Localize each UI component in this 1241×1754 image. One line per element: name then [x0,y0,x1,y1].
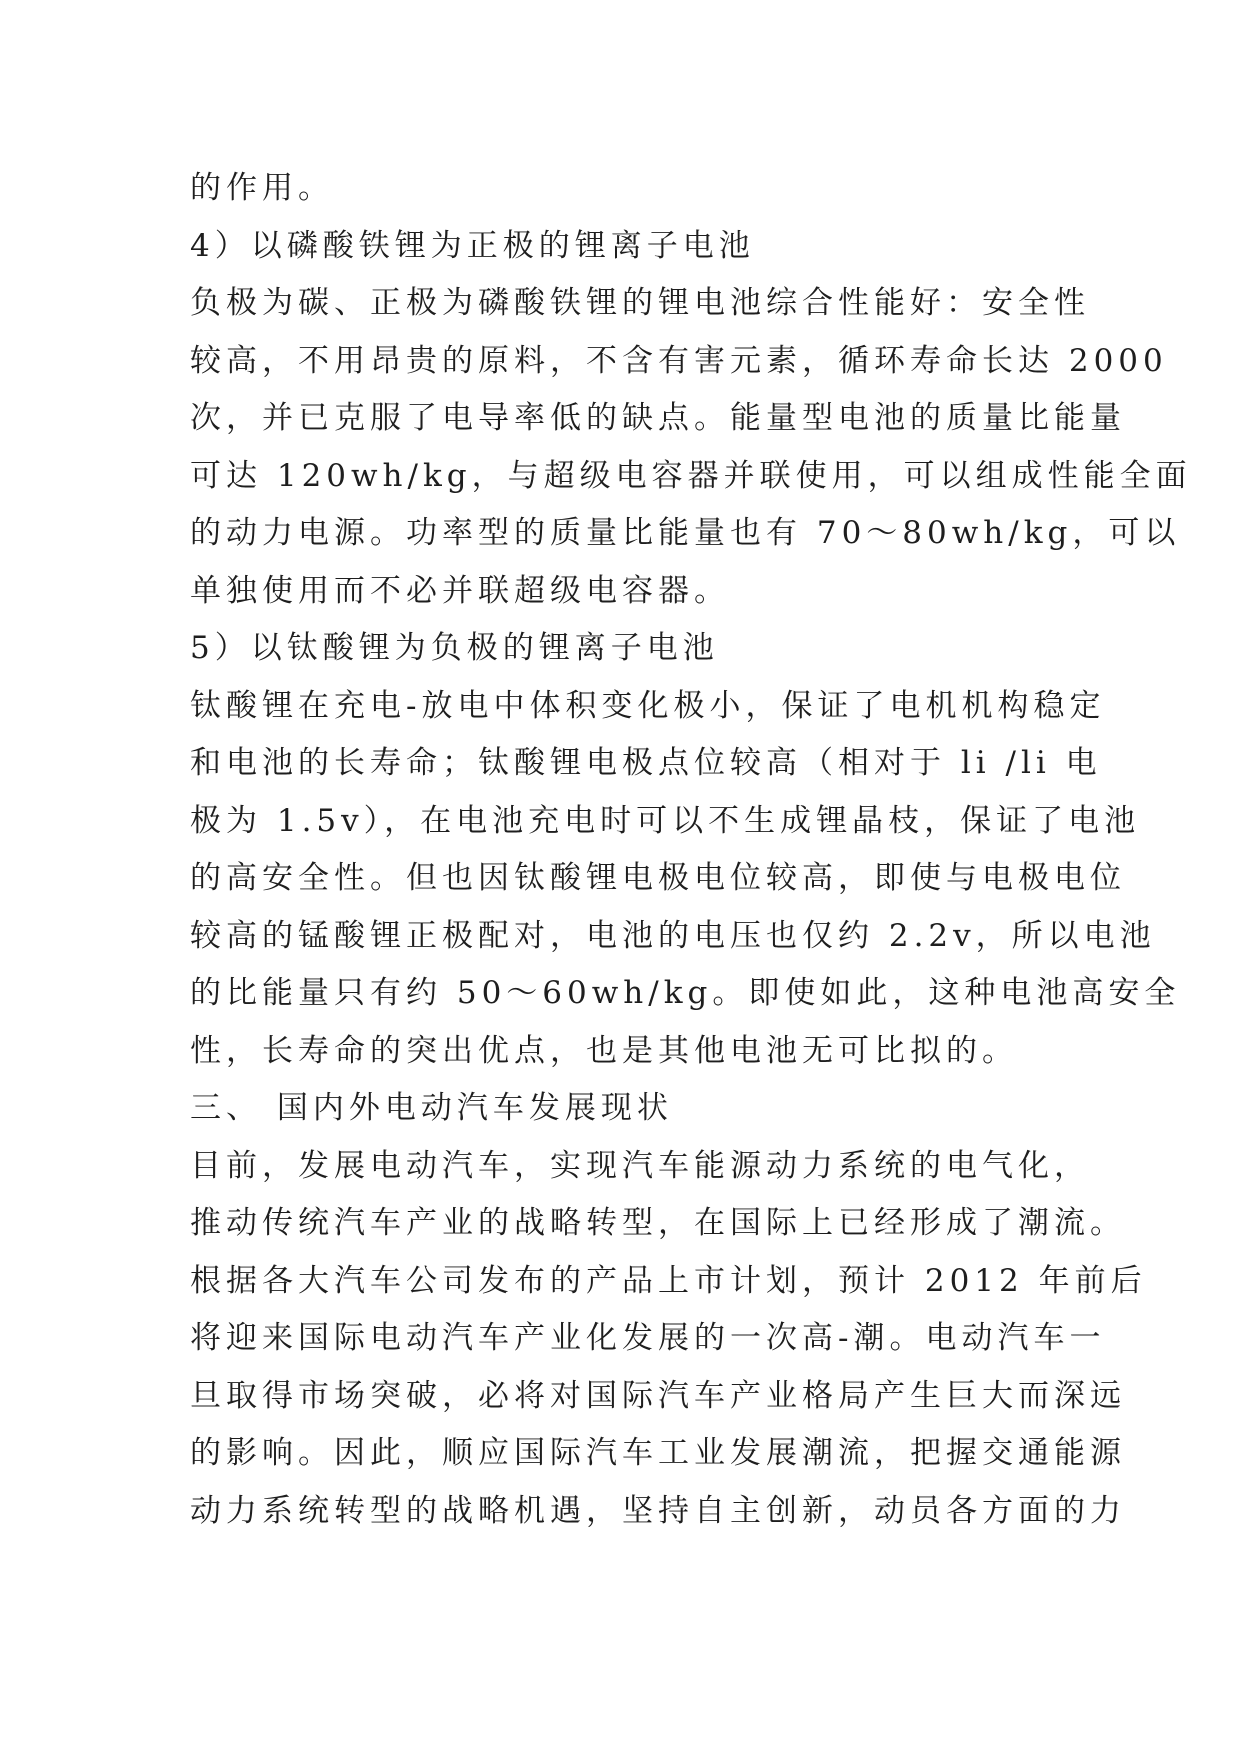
text-line: 较高，不用昂贵的原料，不含有害元素，循环寿命长达 2000 [190,342,1168,379]
text-line: 钛酸锂在充电-放电中体积变化极小，保证了电机机构稳定 [190,687,1106,724]
body-text [190,160,1192,1540]
text-line: 性，长寿命的突出优点，也是其他电池无可比拟的。 [190,1032,1018,1069]
text-line: 的影响。因此，顺应国际汽车工业发展潮流，把握交通能源 [190,1435,1126,1471]
text-line: 单独使用而不必并联超级电容器。 [190,572,730,609]
text-line: 的高安全性。但也因钛酸锂电极电位较高，即使与电极电位 [190,860,1126,896]
text-line: 的动力电源。功率型的质量比能量也有 70～80wh/kg，可以 [190,515,1181,551]
text-line: 的作用。 [190,170,334,206]
text-line: 推动传统汽车产业的战略转型，在国际上已经形成了潮流。 [190,1205,1126,1241]
section-heading-ev-status: 三、 国内外电动汽车发展现状 [190,1090,673,1126]
section-heading-lifepo4: 4）以磷酸铁锂为正极的锂离子电池 [190,227,755,264]
text-line: 可达 120wh/kg，与超级电容器并联使用，可以组成性能全面 [190,457,1192,494]
text-line: 动力系统转型的战略机遇，坚持自主创新，动员各方面的力 [190,1492,1126,1529]
text-line: 次，并已克服了电导率低的缺点。能量型电池的质量比能量 [190,400,1126,436]
text-line: 将迎来国际电动汽车产业化发展的一次高-潮。电动汽车一 [190,1320,1106,1356]
text-line: 负极为碳、正极为磷酸铁锂的锂电池综合性能好：安全性 [190,285,1090,321]
text-line: 极为 1.5v），在电池充电时可以不生成锂晶枝，保证了电池 [190,802,1141,839]
section-heading-lithium-titanate: 5）以钛酸锂为负极的锂离子电池 [190,630,719,666]
text-line: 根据各大汽车公司发布的产品上市计划，预计 2012 年前后 [190,1262,1147,1299]
text-line: 较高的锰酸锂正极配对，电池的电压也仅约 2.2v，所以电池 [190,917,1156,954]
text-line: 目前，发展电动汽车，实现汽车能源动力系统的电气化， [190,1147,1090,1184]
text-line: 和电池的长寿命；钛酸锂电极点位较高（相对于 li /li 电 [190,745,1102,781]
text-line: 旦取得市场突破，必将对国际汽车产业格局产生巨大而深远 [190,1377,1126,1414]
text-line: 的比能量只有约 50～60wh/kg。即使如此，这种电池高安全 [190,975,1181,1011]
